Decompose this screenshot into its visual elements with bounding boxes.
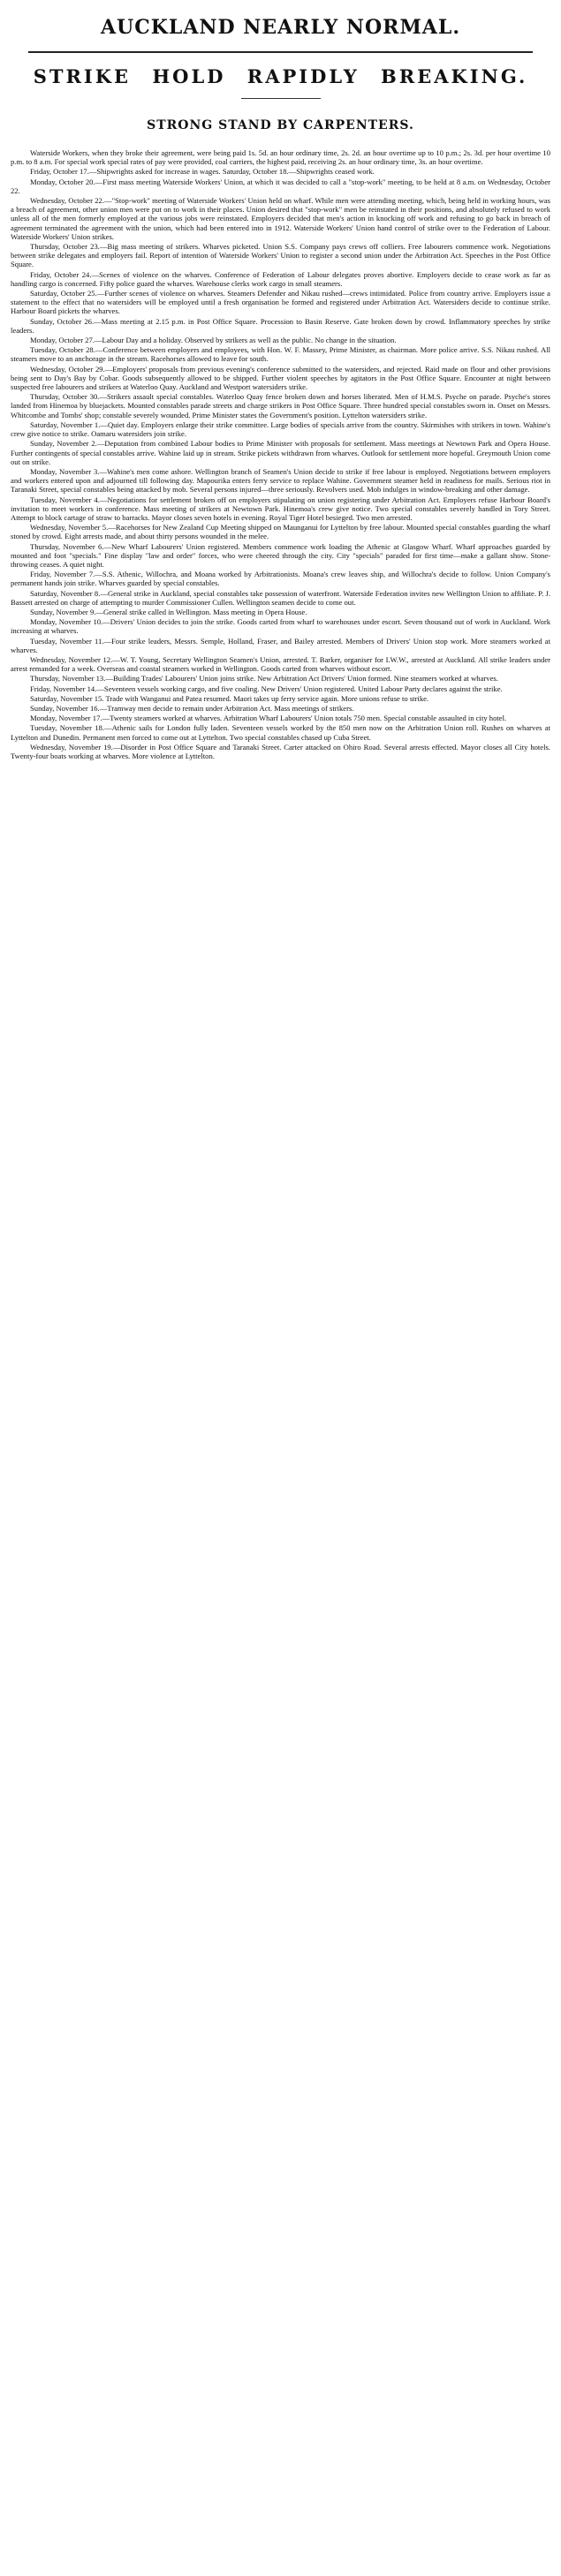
paragraph: Thursday, October 30.—Strikers assault special constables. Waterloo Quay fence broken down and horses liberated. Men of H.M.S. Psyche on parade. Psyche's stores landed from Hinemoa by bluejackets. Mounted constables parade streets and charge strikers in Post Office Square. Three hundred special constables sworn in. Onset on Messrs. Whitcombe and Tombs' shop; constable severely wounded. Prime Minister states the Government's position. Lyttelton watersiders strike.	[11, 392, 550, 419]
paragraph: Sunday, November 16.—Tramway men decide to remain under Arbitration Act. Mass meetings of strikers.	[30, 703, 354, 713]
paragraph: Thursday, November 13.—Building Trades' Labourers' Union joins strike. New Arbitration Act Drivers' Union formed. Nine steamers worked at wharves.	[30, 674, 498, 684]
paragraph: Monday, November 10.—Drivers' Union decides to join the strike. Goods carted from wharf to warehouses under escort. Seven thousand out of work in Auckland. Work increasing at wharves.	[11, 617, 550, 636]
paragraph: Thursday, November 6.—New Wharf Labourers' Union registered. Members commence work loading the Athenic at Glasgow Wharf. Wharf approaches guarded by mounted and foot "specials." Fine display "law and order" forces, who were cheered through the city. City "specials" paraded for first time—make a gallant show. Stone-throwing ceases. A quiet night.	[11, 541, 550, 569]
paragraph: Wednesday, October 22.—"Stop-work" meeting of Waterside Workers' Union held on wharf. While men were attending meeting, which, being held in working hours, was a breach of agreement, other union men were put on to work in their places. Union desired that "stop-work" men be reinstated in their positions, and absolutely refused to work unless all of the men formerly employed at the various jobs were reinstated. Employers decided that men's action in knocking off work and refusing to go back in breach of agreement terminated the agreement with the union, which had been entered into in 1912. Waterside Workers' Union hand control of strike over to the Federation of Labour. Waterside Workers' Union strikes.	[11, 196, 550, 241]
paragraph: Waterside Workers, when they broke their agreement, were being paid 1s. 5d. an hour ordinary time, 2s. 2d. an hour overtime up to 10 p.m.; 2s. 3d. per hour overtime 10 p.m. to 8 a.m. For special work special rates of pay were provided, coal carriers, the highest paid, receiving 2s. an hour ordinary time, 3s. an hour overtime.	[11, 148, 550, 167]
paragraph: Friday, October 17.—Shipwrights asked for increase in wages. Saturday, October 18.—Shipwrights ceased work.	[30, 167, 375, 177]
paragraph: Monday, October 20.—First mass meeting Waterside Workers' Union, at which it was decided to call a "stop-work" meeting, to be held at 8 a.m. on Wednesday, October 22.	[11, 177, 550, 195]
paragraph: Friday, October 24.—Scenes of violence on the wharves. Conference of Federation of Labour delegates proves abortive. Employers decide to cease work as far as handling cargo is concerned. Fifty police guard the wharves. Warehouse clerks work cargo in small steamers.	[11, 269, 550, 288]
headline-divider	[28, 51, 533, 53]
paragraph: Saturday, November 15. Trade with Wanganui and Patea resumed. Maori takes up ferry service again. More unions refuse to strike.	[30, 693, 429, 703]
paragraph: Wednesday, November 5.—Racehorses for New Zealand Cup Meeting shipped on Maunganui for Lyttelton by free labour. Mounted special constables guarding the wharf stoned by crowd. Eight arrests made, and about thirty persons wounded in the melee.	[11, 523, 550, 541]
paragraph: Saturday, October 25.—Further scenes of violence on wharves. Steamers Defender and Nikau rushed—crews intimidated. Police from country arrive. Employers issue a statement to the effect that no watersiders will be employed until a fresh organisation be formed and registered under Arbitration Act. Watersiders decide to continue strike. Harbour Board pickets the wharves.	[11, 289, 550, 316]
paragraph: Saturday, November 1.—Quiet day. Employers enlarge their strike committee. Large bodies of specials arrive from the country. Skirmishes with strikers in town. Wahine's crew give notice to strike. Oamaru watersiders join strike.	[11, 419, 550, 439]
paragraph: Wednesday, October 29.—Employers' proposals from previous evening's conference submitted to the watersiders, and rejected. Raid made on flour and other provisions being sent to Day's Bay by Cobar. Goods subsequently allowed to be shipped. Further violent speeches by agitators in the Post Office Square. Encounter at night between suspected free labourers and strikers at Waterloo Quay. Auckland and Westport watersiders strike.	[11, 364, 550, 392]
paragraph: Tuesday, November 4.—Negotiations for settlement broken off on employers stipulating on union registering under Arbitration Act. Employers refuse Harbour Board's invitation to meet workers in conference. Mass meeting of strikers at Newtown Park. Hinemoa's crew give notice. Two special constables severely handled in Tory Street. Attempt to block cartage of straw to barracks. Mayor closes seven hotels in evening. Royal Tiger Hotel besieged. Two men arrested.	[11, 495, 550, 522]
paragraph: Friday, November 14.—Seventeen vessels working cargo, and five coaling. New Drivers' Union registered. United Labour Party declares against the strike.	[30, 684, 503, 693]
paragraph: Friday, November 7.—S.S. Athenic, Willochra, and Moana worked by Arbitrationists. Moana's crew leaves ship, and Willochra's decide to follow. Union Company's permanent hands join strike. Wharves guarded by special constables.	[11, 570, 550, 588]
paragraph: Tuesday, November 11.—Four strike leaders, Messrs. Semple, Holland, Fraser, and Bailey arrested. Members of Drivers' Union stop work. More steamers worked at wharves.	[11, 636, 550, 654]
paragraph: Sunday, November 9.—General strike called in Wellington. Mass meeting in Opera House.	[30, 607, 307, 616]
paragraph: Monday, November 3.—Wahine's men come ashore. Wellington branch of Seamen's Union decide to strike if free labour is employed. Negotiations between employers and workers entered upon and adjourned till following day. Mapourika enters ferry service to replace Wahine. Government steamer held in readiness for mails. Serious riot in Taranaki Street, special constables being attacked by mob. Several persons injured—three seriously. Revolvers used. Mob indulges in window-breaking and other damage.	[11, 466, 550, 495]
paragraph: Sunday, November 2.—Deputation from combined Labour bodies to Prime Minister with proposals for settlement. Mass meetings at Newtown Park and Opera House. Further contingents of special constables arrive. Wahine laid up in stream. Strike pickets withdrawn from wharves. Outlook for settlement more hopeful. Greymouth Union come out on strike.	[11, 439, 550, 466]
paragraph: Wednesday, November 19.—Disorder in Post Office Square and Taranaki Street. Carter attacked on Ohiro Road. Several arrests effected. Mayor closes all City hotels. Twenty-four boats working at wharves. More violence at Lyttelton.	[11, 742, 550, 760]
headline: AUCKLAND NEARLY NORMAL.	[100, 16, 461, 39]
paragraph: Tuesday, November 18.—Athenic sails for London fully laden. Seventeen vessels worked by the 850 men now on the Arbitration Union roll. Rushes on wharves at Lyttelton and Dunedin. Permanent men forced to come out at Lyttelton. Two special constables chased up Cuba Street.	[11, 723, 550, 742]
short-divider	[241, 98, 321, 99]
article-body	[11, 148, 550, 760]
paragraph: Thursday, October 23.—Big mass meeting of strikers. Wharves picketed. Union S.S. Company pays crews off colliers. Free labourers commence work. Negotiations between strike delegates and employers fail. Report of intention of Waterside Workers' Union to register a second union under the Arbitration Act. Speeches in the Post Office Square.	[11, 242, 550, 269]
paragraph: Monday, November 17.—Twenty steamers worked at wharves. Arbitration Wharf Labourers' Union totals 750 men. Special constable assaulted in city hotel.	[30, 714, 507, 723]
paragraph: Sunday, October 26.—Mass meeting at 2.15 p.m. in Post Office Square. Procession to Basin Reserve. Gate broken down by crowd. Inflammatory speeches by strike leaders.	[11, 316, 550, 335]
paragraph: Saturday, November 8.—General strike in Auckland, special constables take possession of waterfront. Waterside Federation invites new Wellington Union to affiliate. P. J. Bassett arrested on charge of attempting to murder Commissioner Cullen. Wellington seamen decide to come out.	[11, 588, 550, 607]
subheadline: STRIKE HOLD RAPIDLY BREAKING.	[33, 65, 528, 87]
paragraph: Monday, October 27.—Labour Day and a holiday. Observed by strikers as well as the public. No change in the situation.	[30, 336, 397, 345]
paragraph: Tuesday, October 28.—Conference between employers and employees, with Hon. W. F. Massey, Prime Minister, as chairman. More police arrive. S.S. Nikau rushed. All steamers move to an anchorage in the stream. Racehorses allowed to leave for south.	[11, 345, 550, 364]
section-heading: STRONG STAND BY CARPENTERS.	[147, 118, 414, 132]
paragraph: Wednesday, November 12.—W. T. Young, Secretary Wellington Seamen's Union, arrested. T. Barker, organiser for I.W.W., arrested at Auckland. All strike leaders under arrest remanded for a week. Overseas and coastal steamers worked in Wellington. Goods carted from wharves without escort.	[11, 654, 550, 674]
